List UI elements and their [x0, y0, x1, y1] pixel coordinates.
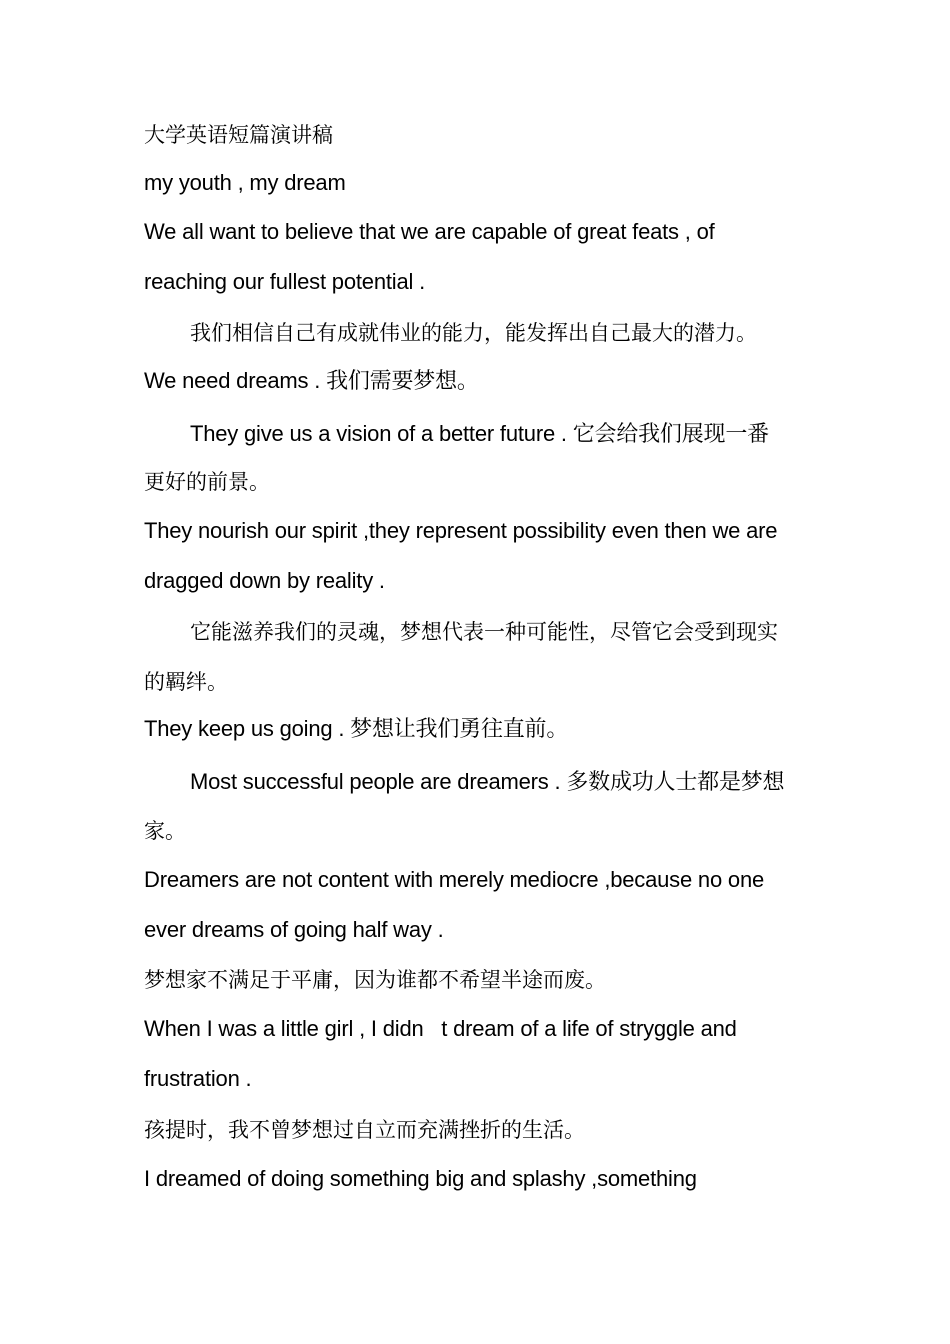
text-line: They keep us going . 梦想让我们勇往直前。 — [144, 716, 569, 741]
text-line: frustration . — [144, 1066, 252, 1091]
text-line: ever dreams of going half way . — [144, 917, 444, 942]
text-line: Most successful people are dreamers . 多数成功人士都是梦想 — [190, 769, 785, 794]
text-line: They nourish our spirit ,they represent possibility even then we are — [144, 518, 778, 543]
text-line: 的羁绊。 — [144, 670, 228, 694]
text-line: When I was a little girl , I didn t dream of a life of stryggle and — [144, 1016, 737, 1041]
text-line: They give us a vision of a better future . 它会给我们展现一番 — [190, 421, 769, 446]
text-line: dragged down by reality . — [144, 568, 385, 593]
text-line: 更好的前景。 — [144, 470, 270, 494]
text-line: 孩提时，我不曾梦想过自立而充满挫折的生活。 — [144, 1118, 585, 1142]
speech-subtitle: my youth , my dream — [144, 170, 346, 195]
text-line: 家。 — [144, 819, 186, 843]
text-line: We all want to believe that we are capable of great feats , of — [144, 219, 715, 244]
text-line: 梦想家不满足于平庸，因为谁都不希望半途而废。 — [144, 968, 606, 992]
text-line: We need dreams . 我们需要梦想。 — [144, 368, 479, 393]
text-line: 我们相信自己有成就伟业的能力，能发挥出自己最大的潜力。 — [190, 321, 757, 345]
text-line: reaching our fullest potential . — [144, 269, 425, 294]
text-line: I dreamed of doing something big and splashy ,something — [144, 1166, 697, 1191]
document-title: 大学英语短篇演讲稿 — [144, 123, 333, 147]
text-line: Dreamers are not content with merely mediocre ,because no one — [144, 867, 765, 892]
text-line: 它能滋养我们的灵魂，梦想代表一种可能性，尽管它会受到现实 — [190, 620, 778, 644]
